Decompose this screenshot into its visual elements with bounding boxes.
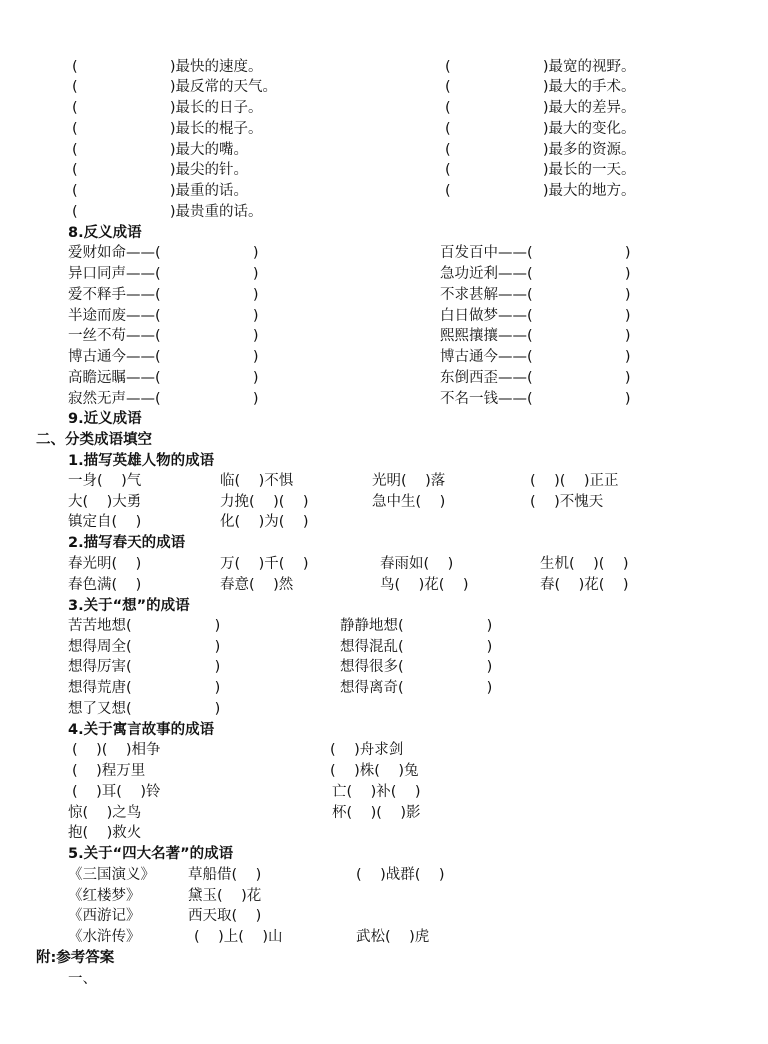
spring-r1-c2: 万( )千( ) [220,556,309,572]
antonym-right-4: 白日做梦——( ) [440,308,631,324]
superlative-right-4: ( )最大的变化。 [445,121,636,137]
think-left-4: 想得荒唐( ) [68,680,221,696]
fable-right-4: 杯( )( )影 [332,805,421,821]
hero-r3-c1: 镇定自( ) [68,514,142,530]
think-right-4: 想得离奇( ) [340,680,493,696]
fable-left-3: ( )耳( )铃 [72,784,161,800]
spring-r1-c1: 春光明( ) [68,556,142,572]
antonym-left-1: 爱财如命——( ) [68,245,259,261]
superlative-left-1: ( )最快的速度。 [72,59,263,75]
think-heading: 3.关于“想”的成语 [68,598,190,614]
superlative-right-1: ( )最宽的视野。 [445,59,636,75]
classics-r4-c2: ( )上( )山 [194,929,283,945]
fable-left-2: ( )程万里 [72,763,146,779]
synonym-heading: 9.近义成语 [68,411,142,427]
hero-r2-c1: 大( )大勇 [68,494,142,510]
antonym-right-5: 熙熙攘攘——( ) [440,328,631,344]
hero-heading: 1.描写英雄人物的成语 [68,453,215,469]
hero-r2-c4: ( )不愧天 [530,494,604,510]
classics-heading: 5.关于“四大名著”的成语 [68,846,234,862]
superlative-left-4: ( )最长的棍子。 [72,121,263,137]
superlative-left-6: ( )最尖的针。 [72,162,248,178]
fable-left-4: 惊( )之鸟 [68,805,142,821]
hero-r2-c2: 力挽( )( ) [220,494,309,510]
classics-r2-c2: 黛玉( )花 [188,888,262,904]
fable-left-1: ( )( )相争 [72,742,161,758]
think-left-5: 想了又想( ) [68,701,221,717]
antonym-right-1: 百发百中——( ) [440,245,631,261]
superlative-right-5: ( )最多的资源。 [445,142,636,158]
superlative-right-6: ( )最长的一天。 [445,162,636,178]
appendix-heading: 附:参考答案 [36,950,115,966]
think-left-3: 想得厉害( ) [68,659,221,675]
antonym-right-7: 东倒西歪——( ) [440,370,631,386]
antonym-right-8: 不名一钱——( ) [440,391,631,407]
think-right-2: 想得混乱( ) [340,639,493,655]
superlative-left-2: ( )最反常的天气。 [72,79,277,95]
hero-r3-c2: 化( )为( ) [220,514,309,530]
spring-heading: 2.描写春天的成语 [68,535,186,551]
antonym-left-6: 博古通今——( ) [68,349,259,365]
antonym-left-2: 异口同声——( ) [68,266,259,282]
think-right-1: 静静地想( ) [340,618,493,634]
superlative-left-8: ( )最贵重的话。 [72,204,263,220]
hero-r1-c4: ( )( )正正 [530,473,619,489]
fable-right-1: ( )舟求剑 [330,742,404,758]
classics-r3-c2: 西天取( ) [188,908,262,924]
spring-r1-c3: 春雨如( ) [380,556,454,572]
fable-left-5: 抱( )救火 [68,825,142,841]
antonym-right-2: 急功近利——( ) [440,266,631,282]
think-left-2: 想得周全( ) [68,639,221,655]
antonym-left-4: 半途而废——( ) [68,308,259,324]
superlative-left-5: ( )最大的嘴。 [72,142,248,158]
antonym-left-7: 高瞻远瞩——( ) [68,370,259,386]
superlative-left-3: ( )最长的日子。 [72,100,263,116]
classics-r4-c3: 武松( )虎 [356,929,430,945]
think-right-3: 想得很多( ) [340,659,493,675]
classics-r4-book: 《水浒传》 [68,929,141,945]
spring-r2-c4: 春( )花( ) [540,577,629,593]
classics-r3-book: 《西游记》 [68,908,141,924]
hero-r1-c2: 临( )不惧 [220,473,294,489]
part2-heading: 二、分类成语填空 [36,432,152,448]
antonym-left-5: 一丝不苟——( ) [68,328,259,344]
superlative-right-2: ( )最大的手术。 [445,79,636,95]
classics-r1-book: 《三国演义》 [68,867,155,883]
fable-heading: 4.关于寓言故事的成语 [68,722,215,738]
think-left-1: 苦苦地想( ) [68,618,221,634]
appendix-section-1: 一、 [68,971,97,987]
hero-r2-c3: 急中生( ) [372,494,446,510]
antonym-heading: 8.反义成语 [68,225,142,241]
fable-right-3: 亡( )补( ) [332,784,421,800]
antonym-left-3: 爱不释手——( ) [68,287,259,303]
spring-r2-c2: 春意( )然 [220,577,294,593]
classics-r1-c3: ( )战群( ) [356,867,445,883]
spring-r2-c3: 鸟( )花( ) [380,577,469,593]
antonym-left-8: 寂然无声——( ) [68,391,259,407]
classics-r2-book: 《红楼梦》 [68,888,141,904]
hero-r1-c1: 一身( )气 [68,473,142,489]
fable-right-2: ( )株( )兔 [330,763,419,779]
classics-r1-c2: 草船借( ) [188,867,262,883]
antonym-right-3: 不求甚解——( ) [440,287,631,303]
hero-r1-c3: 光明( )落 [372,473,446,489]
superlative-right-7: ( )最大的地方。 [445,183,636,199]
antonym-right-6: 博古通今——( ) [440,349,631,365]
superlative-left-7: ( )最重的话。 [72,183,248,199]
spring-r2-c1: 春色满( ) [68,577,142,593]
spring-r1-c4: 生机( )( ) [540,556,629,572]
superlative-right-3: ( )最大的差异。 [445,100,636,116]
